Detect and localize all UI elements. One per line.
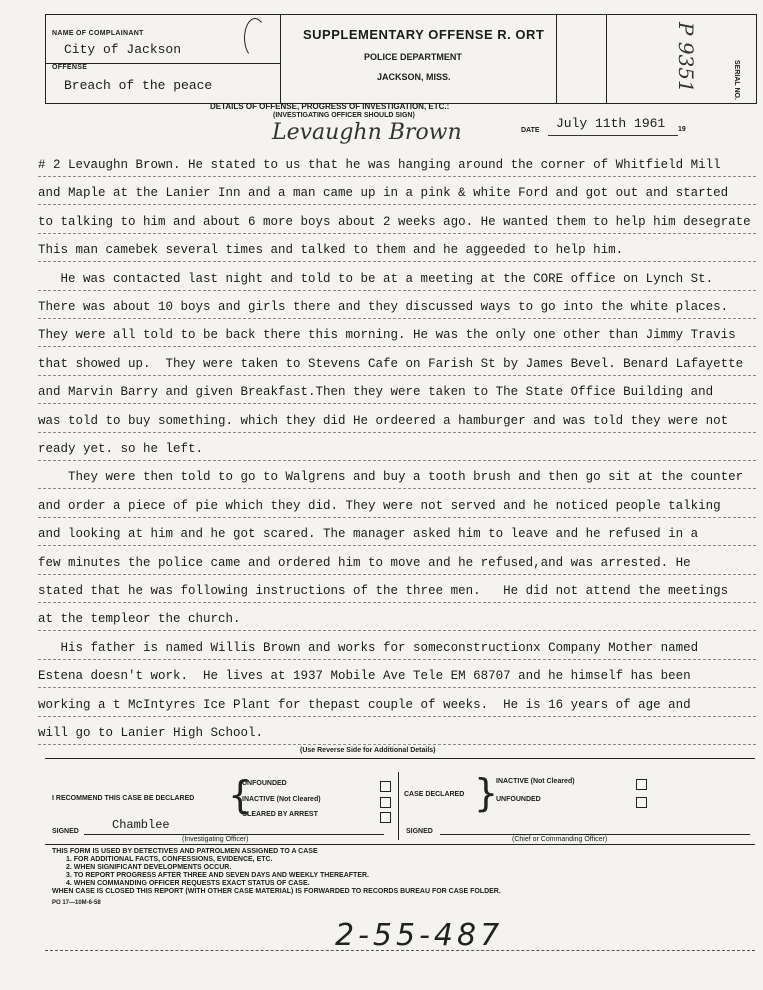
narrative-text: There was about 10 boys and girls there and they discussed ways to go into the white places. — [38, 300, 729, 314]
department-city: JACKSON, MISS. — [377, 72, 451, 82]
serial-handwritten: P 9351 — [674, 22, 698, 93]
officer-signature: Levaughn Brown — [272, 120, 462, 145]
instruction-item: 2. WHEN SIGNIFICANT DEVELOPMENTS OCCUR. — [66, 864, 232, 871]
narrative-line — [38, 661, 756, 691]
narrative-text: and order a piece of pie which they did. They were not served and he noticed people talking — [38, 498, 721, 513]
option-inactive: INACTIVE (Not Cleared) — [242, 796, 321, 803]
case-option-inactive: INACTIVE (Not Cleared) — [496, 778, 575, 785]
narrative-text: working a t McIntyres Ice Plant for thepast couple of weeks. He is 16 years of age and — [38, 697, 691, 712]
department-name: POLICE DEPARTMENT — [364, 52, 462, 62]
option-cleared-by-arrest: CLEARED BY ARREST — [242, 811, 318, 818]
unfounded-checkbox[interactable] — [380, 781, 391, 792]
narrative-text: at the templeor the church. — [38, 612, 241, 627]
narrative-line — [38, 377, 756, 407]
cleared-by-arrest-checkbox[interactable] — [380, 812, 391, 823]
narrative-line — [38, 548, 756, 578]
narrative-text: and Maple at the Lanier Inn and a man came up in a pink & white Ford and got out and started — [38, 186, 729, 201]
year-prefix: 19 — [678, 126, 686, 133]
signed-label-chief: SIGNED — [406, 828, 433, 835]
case-declared-label: CASE DECLARED — [404, 791, 465, 798]
narrative-text: was told to buy something. which they did He ordeered a hamburger and was told they were not — [38, 413, 729, 428]
narrative-line — [38, 320, 756, 350]
brace-right: } — [474, 771, 499, 815]
narrative-line — [38, 349, 756, 379]
brace-left: { — [228, 773, 253, 817]
recommend-label: I RECOMMEND THIS CASE BE DECLARED — [52, 795, 195, 802]
officer-sign-note: (INVESTIGATING OFFICER SHOULD SIGN) — [273, 112, 415, 119]
instruction-closing: WHEN CASE IS CLOSED THIS REPORT (WITH OTHER CASE MATERIAL) IS FORWARDED TO RECORDS BUREAU FOR CASE FOLDER. — [52, 888, 501, 895]
instruction-heading: THIS FORM IS USED BY DETECTIVES AND PATROLMEN ASSIGNED TO A CASE — [52, 848, 318, 855]
narrative-line — [38, 264, 756, 294]
form-instructions — [52, 848, 501, 896]
officer-caption: (Investigating Officer) — [182, 836, 249, 843]
narrative-line — [38, 292, 756, 322]
narrative-line — [38, 604, 756, 634]
instruction-item: 3. TO REPORT PROGRESS AFTER THREE AND SEVEN DAYS AND WEEKLY THEREAFTER. — [66, 872, 369, 879]
complainant-label: NAME OF COMPLAINANT — [52, 30, 144, 37]
offense-value: Breach of the peace — [64, 78, 213, 93]
complainant-value: City of Jackson — [64, 42, 182, 57]
hole-punch-mark — [244, 18, 266, 58]
narrative-text: They were all told to be back there this morning. He was the only one other than Jimmy Travis — [38, 328, 736, 343]
case-number: 2-55-487 — [335, 918, 504, 953]
option-unfounded: UNFOUNDED — [242, 780, 287, 787]
report-date: July 11th 1961 — [556, 116, 666, 131]
narrative-text: will go to Lanier High School. — [38, 726, 264, 740]
narrative-line — [38, 434, 756, 464]
details-title: DETAILS OF OFFENSE, PROGRESS OF INVESTIGATION, ETC.: — [210, 102, 450, 111]
instruction-item: 4. WHEN COMMANDING OFFICER REQUESTS EXACT STATUS OF CASE. — [66, 880, 310, 887]
narrative-line — [38, 150, 756, 180]
narrative-line — [38, 207, 756, 237]
officer-name: Chamblee — [112, 818, 170, 832]
serial-label: SERIAL NO. — [733, 60, 740, 100]
reverse-side-note: (Use Reverse Side for Additional Details) — [300, 747, 436, 754]
narrative-line — [38, 235, 756, 265]
narrative-text: This man camebek several times and talked to them and he aggeeded to help him. — [38, 243, 624, 258]
narrative-text: He was contacted last night and told to be at a meeting at the CORE office on Lynch St. — [38, 271, 714, 286]
inactive-checkbox[interactable] — [380, 797, 391, 808]
narrative-line — [38, 406, 756, 436]
narrative-text: ready yet. so he left. — [38, 442, 204, 456]
narrative-text: They were then told to go to Walgrens and buy a tooth brush and then go sit at the counter — [38, 470, 744, 485]
offense-label: OFFENSE — [52, 64, 88, 71]
narrative-line — [38, 462, 756, 492]
chief-caption: (Chief or Commanding Officer) — [512, 836, 608, 843]
case-option-unfounded: UNFOUNDED — [496, 796, 541, 803]
narrative-line — [38, 690, 756, 720]
report-title: SUPPLEMENTARY OFFENSE R. ORT — [303, 27, 545, 42]
case-unfounded-checkbox[interactable] — [636, 797, 647, 808]
narrative-text: and looking at him and he got scared. The manager asked him to leave and he refused in a — [38, 527, 699, 542]
narrative-line — [38, 633, 756, 663]
narrative-line — [38, 519, 756, 549]
narrative-line — [38, 491, 756, 521]
narrative-line — [38, 718, 756, 748]
date-label: DATE — [521, 127, 540, 134]
narrative-line — [38, 178, 756, 208]
signed-label-officer: SIGNED — [52, 828, 79, 835]
narrative-text: His father is named Willis Brown and works for someconstructionx Company Mother named — [38, 640, 699, 655]
form-number: PO 17—10M-6-58 — [52, 900, 101, 906]
narrative-text: # 2 Levaughn Brown. He stated to us that he was hanging around the corner of Whitfield Mill — [38, 158, 721, 172]
narrative-text: that showed up. They were taken to Stevens Cafe on Farish St by James Bevel. Benard Lafayette — [38, 356, 744, 371]
narrative-text: and Marvin Barry and given Breakfast.Then they were taken to The State Office Building and — [38, 385, 714, 400]
narrative-text: stated that he was following instructions of the three men. He did not attend the meetings — [38, 584, 729, 598]
narrative-text: Estena doesn't work. He lives at 1937 Mobile Ave Tele EM 68707 and he himself has been — [38, 669, 691, 684]
case-inactive-checkbox[interactable] — [636, 779, 647, 790]
narrative-text: to talking to him and about 6 more boys about 2 weeks ago. He wanted them to help him desegrate — [38, 214, 751, 229]
narrative-line — [38, 576, 756, 606]
instruction-item: 1. FOR ADDITIONAL FACTS, CONFESSIONS, EVIDENCE, ETC. — [66, 856, 273, 863]
narrative-text: few minutes the police came and ordered him to move and he refused,and was arrested. He — [38, 555, 691, 570]
